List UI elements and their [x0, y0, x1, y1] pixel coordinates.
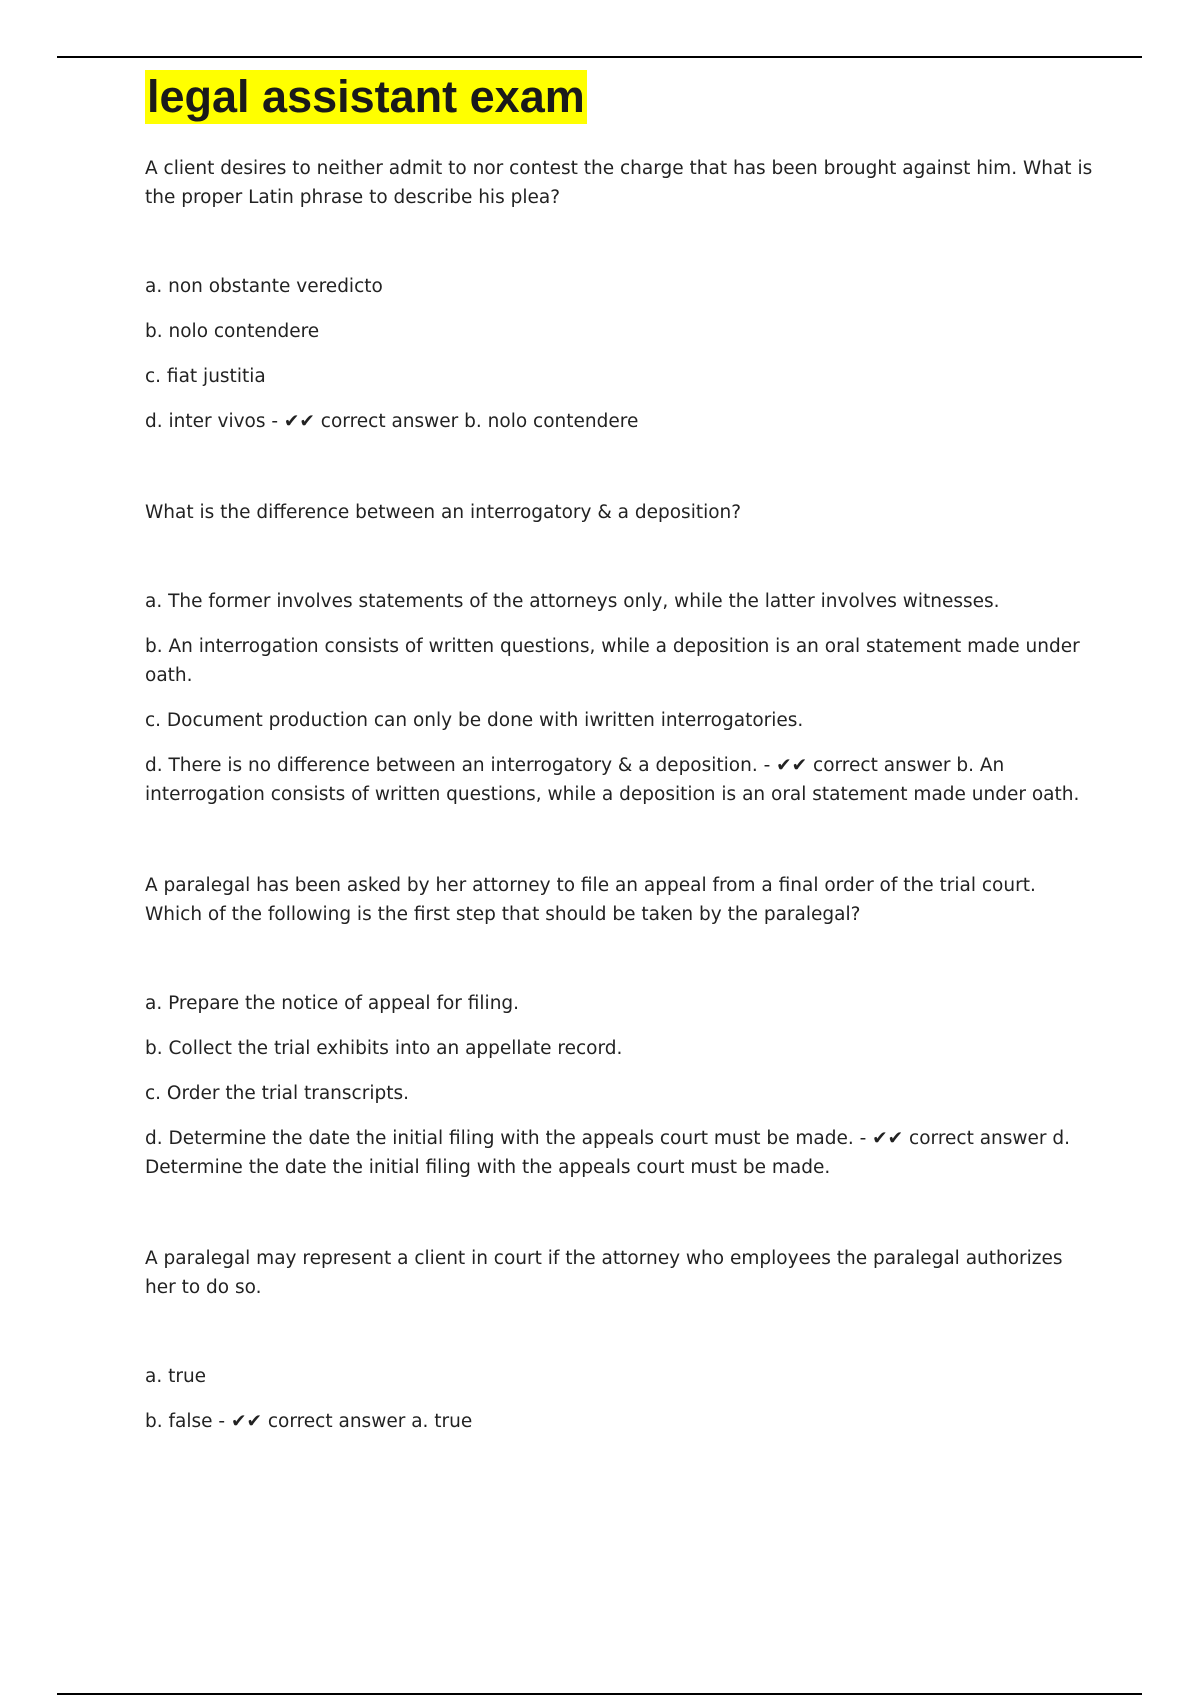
page-title: legal assistant exam [147, 71, 585, 122]
answer-option: a. non obstante veredicto [145, 276, 383, 297]
answer-option: a. The former involves statements of the attorneys only, while the latter involves witnesses. [145, 591, 1000, 612]
answer-option-with-key: d. There is no difference between an interrogatory & a deposition. - ✔✔ correct answer b. An interrogation consists of written questions, while a deposition is an oral statement made under oath. [145, 755, 1080, 805]
answer-option-with-key: d. Determine the date the initial filing with the appeals court must be made. - ✔✔ correct answer d. Determine the date the initial filing with the appeals court must be made. [145, 1128, 1071, 1178]
answer-option: c. Document production can only be done with iwritten interrogatories. [145, 710, 804, 731]
question-text: What is the difference between an interrogatory & a deposition? [145, 502, 742, 523]
answer-option: b. An interrogation consists of written questions, while a deposition is an oral statement made under oath. [145, 636, 1080, 686]
document-body [145, 70, 1095, 1452]
answer-option-with-key: d. inter vivos - ✔✔ correct answer b. nolo contendere [145, 411, 639, 432]
question-1 [145, 154, 1095, 436]
question-text: A paralegal has been asked by her attorney to file an appeal from a final order of the trial court. Which of the following is the first step that should be taken by the paralegal? [145, 875, 1036, 925]
answer-option: c. Order the trial transcripts. [145, 1083, 409, 1104]
answer-option-with-key: b. false - ✔✔ correct answer a. true [145, 1411, 473, 1432]
question-text: A paralegal may represent a client in court if the attorney who employees the paralegal authorizes her to do so. [145, 1248, 1063, 1298]
answer-option: b. Collect the trial exhibits into an appellate record. [145, 1038, 623, 1059]
question-3 [145, 871, 1095, 1182]
question-2 [145, 498, 1095, 809]
answer-option: a. Prepare the notice of appeal for filing. [145, 993, 520, 1014]
answer-option: a. true [145, 1366, 207, 1387]
answer-option: b. nolo contendere [145, 321, 320, 342]
question-text: A client desires to neither admit to nor contest the charge that has been brought against him. What is the proper Latin phrase to describe his plea? [145, 158, 1093, 208]
top-rule [57, 56, 1142, 58]
bottom-rule [57, 1693, 1142, 1695]
question-4 [145, 1244, 1095, 1436]
answer-option: c. fiat justitia [145, 366, 266, 387]
